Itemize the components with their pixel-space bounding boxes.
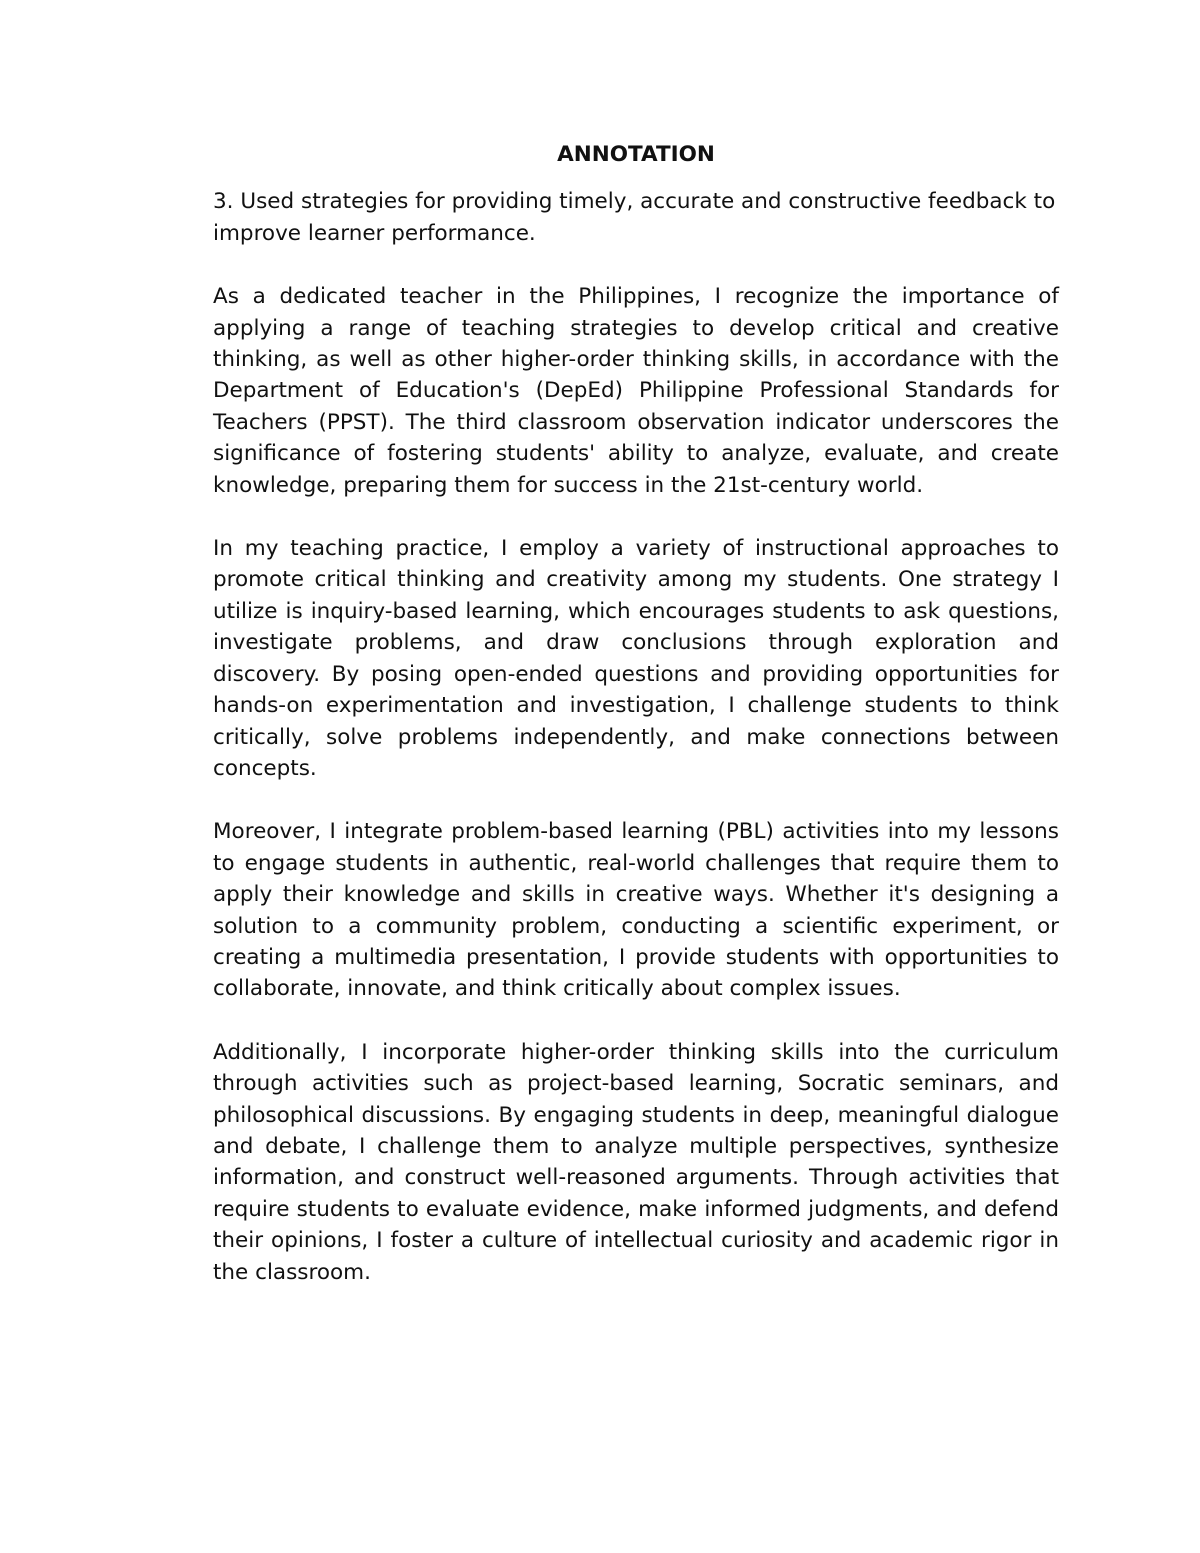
- paragraph-intro: As a dedicated teacher in the Philippines, I recognize the importance of applying a range of teaching strategies to develop critical and creative thinking, as well as other higher-order thinking skills, in accordance with the Department of Education's (DepEd) Philippine Professional Standards for Teachers (PPST). The third classroom observation indicator underscores the significance of fostering students' ability to analyze, evaluate, and create knowledge, preparing them for success in the 21st-century world.: [213, 284, 1059, 498]
- paragraph-problem-based-learning: Moreover, I integrate problem-based learning (PBL) activities into my lessons to engage students in authentic, real-world challenges that require them to apply their knowledge and skills in creative ways. Whether it's designing a solution to a community problem, conducting a scientific experiment, or creating a multimedia presentation, I provide students with opportunities to collaborate, innovate, and think critically about complex issues.: [213, 819, 1059, 1002]
- document-body: [213, 139, 1059, 1288]
- paragraph-higher-order-thinking: Additionally, I incorporate higher-order thinking skills into the curriculum through activities such as project-based learning, Socratic seminars, and philosophical discussions. By engaging students in deep, meaningful dialogue and debate, I challenge them to analyze multiple perspectives, synthesize information, and construct well-reasoned arguments. Through activities that require students to evaluate evidence, make informed judgments, and defend their opinions, I foster a culture of intellectual curiosity and academic rigor in the classroom.: [213, 1039, 1059, 1285]
- indicator-statement: 3. Used strategies for providing timely, accurate and constructive feedback to improve learner performance.: [213, 189, 1056, 246]
- document-title: ANNOTATION: [557, 142, 715, 167]
- paragraph-inquiry-learning: In my teaching practice, I employ a variety of instructional approaches to promote critical thinking and creativity among my students. One strategy I utilize is inquiry-based learning, which encourages students to ask questions, investigate problems, and draw conclusions through exploration and discovery. By posing open-ended questions and providing opportunities for hands-on experimentation and investigation, I challenge students to think critically, solve problems independently, and make connections between concepts.: [213, 536, 1059, 781]
